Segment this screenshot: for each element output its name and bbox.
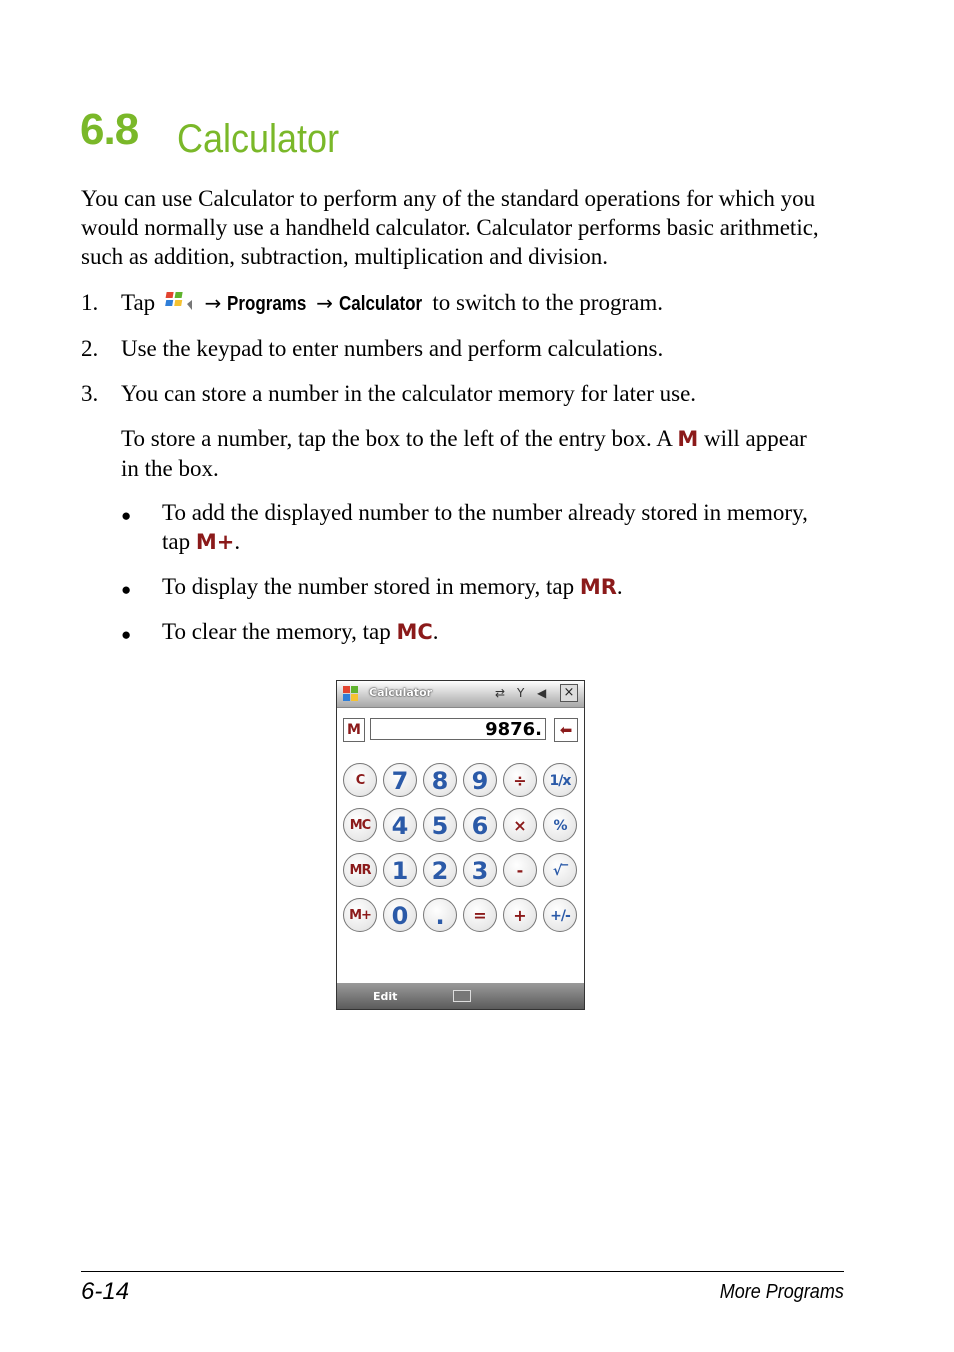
calculator-label: Calculator [338, 293, 422, 315]
key-3[interactable]: 3 [463, 853, 497, 887]
memory-recall-key-icon: MR [579, 575, 617, 599]
memory-recall-key[interactable]: MR [343, 853, 377, 887]
key-9[interactable]: 9 [463, 763, 497, 797]
decimal-key[interactable]: . [423, 898, 457, 932]
backspace-icon[interactable]: ⬅ [554, 718, 578, 742]
step-number: 2. [81, 336, 99, 361]
step-3 [0, 379, 954, 409]
key-6[interactable]: 6 [463, 808, 497, 842]
close-icon[interactable]: × [560, 684, 578, 702]
edit-softkey[interactable]: Edit [373, 990, 398, 1003]
signal-icon[interactable]: Y [517, 686, 525, 700]
key-8[interactable]: 8 [423, 763, 457, 797]
divide-key[interactable]: ÷ [503, 763, 537, 797]
intro-paragraph: You can use Calculator to perform any of the standard operations for which you would normally use a handheld calculator. Calculator performs basic arithmetic, such as addition, subtraction, multiplication and division. [81, 186, 819, 269]
section-number: 6.8 [80, 105, 139, 154]
windows-logo-icon[interactable] [341, 684, 363, 709]
step-number: 1. [81, 290, 99, 315]
key-2[interactable]: 2 [423, 853, 457, 887]
key-0[interactable]: 0 [383, 898, 417, 932]
equals-key[interactable]: = [463, 898, 497, 932]
entry-display[interactable]: 9876. [370, 718, 546, 740]
subtract-key[interactable]: - [503, 853, 537, 887]
step-text: Use the keypad to enter numbers and perform calculations. [121, 336, 664, 361]
bullet-item: ● To clear the memory, tap MC. [0, 617, 954, 647]
memory-add-key[interactable]: M+ [343, 898, 377, 932]
bullet-icon: ● [121, 625, 132, 644]
step-text: to switch to the program. [432, 290, 663, 315]
step-2 [0, 334, 954, 364]
step-text: You can store a number in the calculator memory for later use. [121, 381, 697, 406]
sign-toggle-key[interactable]: +/- [543, 898, 577, 932]
memory-key-icon: M [677, 427, 699, 451]
page-number: 6-14 [81, 1278, 130, 1305]
volume-icon[interactable]: ◀ [537, 686, 547, 700]
memory-clear-key[interactable]: MC [343, 808, 377, 842]
reciprocal-key[interactable]: 1/x [543, 763, 577, 797]
multiply-key[interactable]: × [503, 808, 537, 842]
window-title: Calculator [369, 686, 433, 699]
key-4[interactable]: 4 [383, 808, 417, 842]
clear-key[interactable]: C [343, 763, 377, 797]
arrow-icon: → [204, 291, 222, 315]
step-text: Tap [121, 290, 156, 315]
memory-clear-key-icon: MC [396, 620, 433, 644]
bullet-icon: ● [121, 580, 132, 599]
memory-indicator[interactable]: M [343, 718, 365, 742]
bullet-item: ● To display the number stored in memory, tap MR. [0, 572, 954, 602]
start-menu-icon [165, 290, 195, 321]
memory-add-key-icon: M+ [195, 530, 235, 554]
square-root-key[interactable]: √‾ [543, 853, 577, 887]
keyboard-icon[interactable] [453, 990, 471, 1002]
step-number: 3. [81, 381, 99, 406]
bullet-item: ● To add the displayed number to the number already stored in memory, tap M+. [121, 500, 808, 554]
key-1[interactable]: 1 [383, 853, 417, 887]
section-name: More Programs [719, 1281, 844, 1303]
step-1 [0, 288, 954, 318]
title-bar [337, 681, 584, 708]
add-key[interactable]: + [503, 898, 537, 932]
arrow-icon: → [316, 291, 334, 315]
bullet-icon: ● [121, 506, 132, 525]
connectivity-icon[interactable]: ⇄ [495, 686, 506, 700]
footer-divider [81, 1271, 844, 1272]
key-7[interactable]: 7 [383, 763, 417, 797]
store-note: To store a number, tap the box to the left of the entry box. A M will appear in the box. [121, 426, 807, 481]
menu-bar [337, 983, 584, 1009]
section-title: Calculator [177, 117, 340, 161]
programs-label: Programs [227, 293, 307, 315]
percent-key[interactable]: % [543, 808, 577, 842]
key-5[interactable]: 5 [423, 808, 457, 842]
calculator-screenshot [336, 680, 585, 1010]
